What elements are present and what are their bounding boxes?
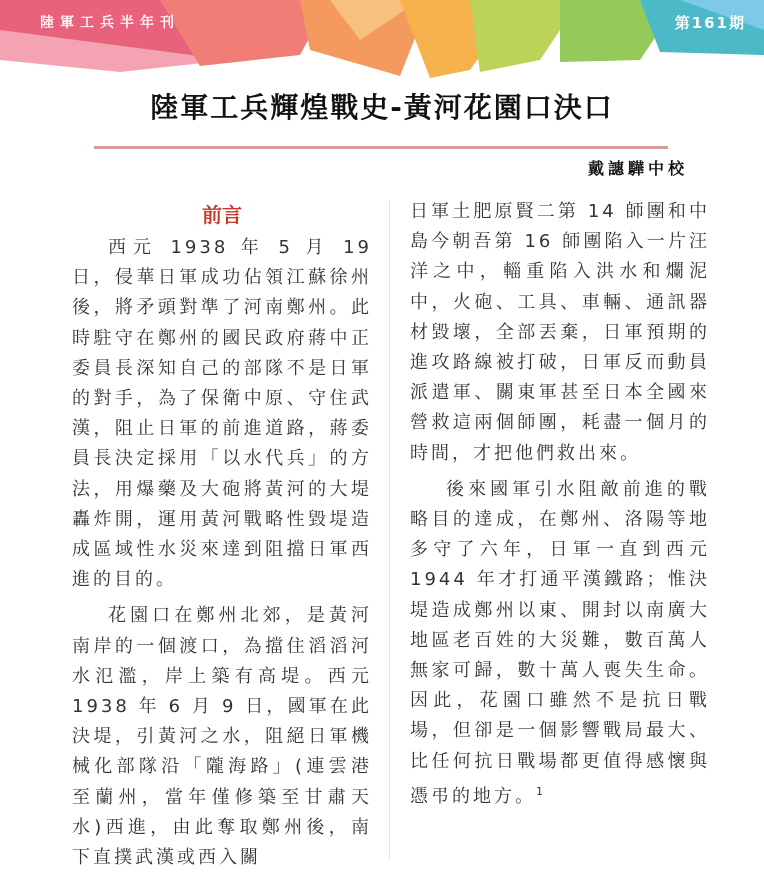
paragraph-4	[410, 475, 710, 812]
article-title: 陸軍工兵輝煌戰史-黃河花園口決口	[150, 91, 614, 124]
left-column	[72, 197, 372, 873]
section-title: 前言	[202, 203, 242, 227]
paragraph-4-text: 後來國軍引水阻敵前進的戰略目的達成，在鄭州、洛陽等地多守了六年，日軍一直到西元 1944 年才打通平漢鐵路；惟決堤造成鄭州以東、開封以南廣大地區老百姓的大災難，數百萬人無家可歸，數十萬人喪失生命。因此，花園口雖然不是抗日戰場，但卻是一個影響戰局最大、比任何抗日戰場都更值得感懷與憑弔的地方。	[410, 478, 710, 807]
issue-number: 第161期	[674, 14, 746, 32]
title-divider	[94, 146, 668, 149]
column-divider	[389, 200, 390, 860]
paragraph-1: 西元 1938 年 5 月 19 日，侵華日軍成功佔領江蘇徐州後，將矛頭對準了河南鄭州。此時駐守在鄭州的國民政府蔣中正委員長深知自己的部隊不是日軍的對手，為了保衛中原、守住武漢，阻止日軍的前進道路，蔣委員長決定採用「以水代兵」的方法，用爆藥及大砲將黃河的大堤轟炸開，運用黃河戰略性毀堤造成區域性水災來達到阻擋日軍西進的目的。	[72, 237, 372, 591]
paragraph-3: 日軍土肥原賢二第 14 師團和中島今朝吾第 16 師團陷入一片汪洋之中，輜重陷入洪水和爛泥中，火砲、工具、車輛、通訊器材毀壞，全部丟棄，日軍預期的進攻路線被打破，日軍反而動員派遣軍、關東軍甚至日本全國來營救這兩個師團，耗盡一個月的時間，才把他們救出來。	[410, 201, 710, 464]
journal-name: 陸軍工兵半年刊	[40, 15, 180, 31]
footnote-ref[interactable]: 1	[536, 784, 543, 798]
author-name: 戴譓驊中校	[587, 159, 688, 178]
right-column	[410, 197, 710, 812]
paragraph-2: 花園口在鄭州北郊，是黃河南岸的一個渡口，為擋住滔滔河水氾濫，岸上築有高堤。西元 1938 年 6 月 9 日，國軍在此決堤，引黃河之水，阻絕日軍機械化部隊沿「隴海路」(連雲港至蘭州，當年僅修築至甘肅天水)西進，由此奪取鄭州後，南下直撲武漢或西入關	[72, 605, 372, 869]
